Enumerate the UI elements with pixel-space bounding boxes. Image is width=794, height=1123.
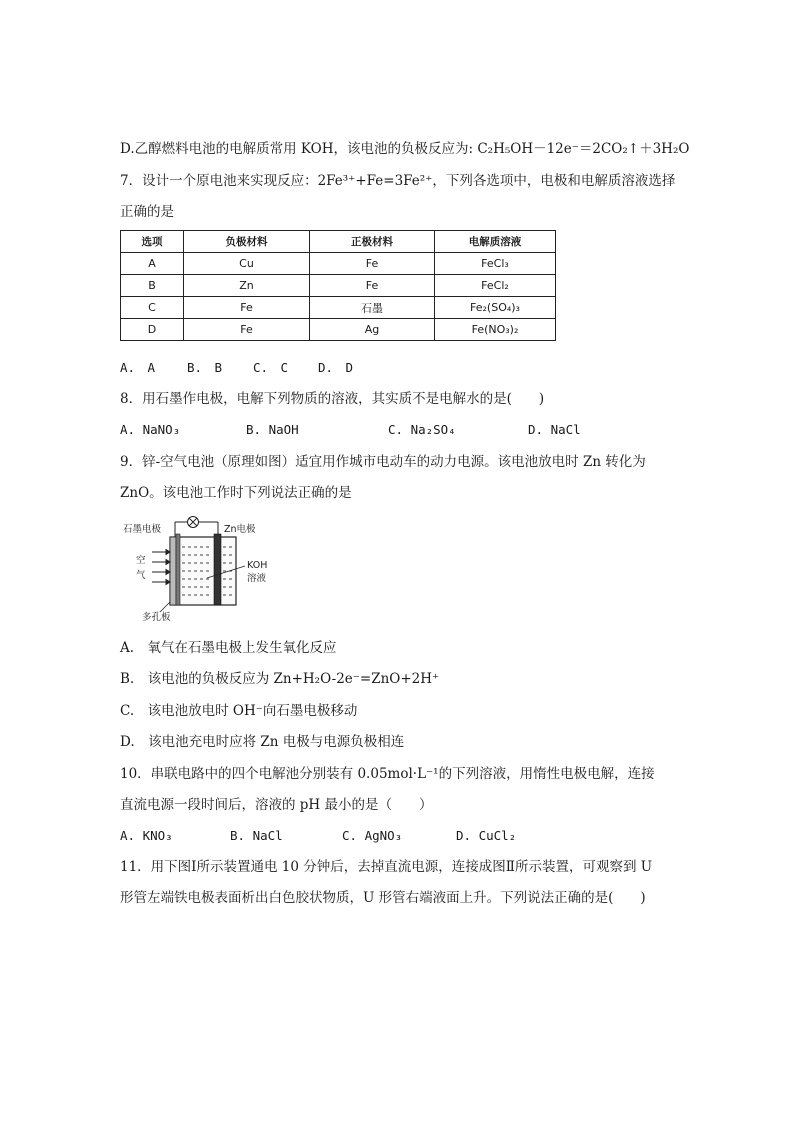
table-cell: Cu (184, 253, 310, 275)
question-10-option-d: D. CuCl₂ (456, 828, 517, 843)
question-9-option-d: D. 该电池充电时应将 Zn 电极与电源负极相连 (120, 734, 405, 750)
air-arrows (152, 550, 170, 585)
table-cell: FeCl₃ (435, 253, 556, 275)
question-7-line-1: 7．设计一个原电池来实现反应：2Fe³⁺+Fe=3Fe²⁺，下列各选项中，电极和电解质溶液选择 (120, 173, 676, 189)
air-label-2: 气 (136, 570, 146, 581)
table-cell: Zn (184, 275, 310, 297)
table-row (121, 297, 556, 319)
question-9-line-2: ZnO。该电池工作时下列说法正确的是 (120, 485, 352, 501)
solution-label: 溶液 (247, 573, 267, 584)
lamp-icon (188, 517, 199, 528)
question-7-line-2: 正确的是 (120, 204, 174, 220)
table-row (121, 275, 556, 297)
graphite-electrode-label: 石墨电极 (123, 524, 162, 535)
question-9-option-a: A. 氧气在石墨电极上发生氧化反应 (120, 640, 337, 656)
question-11-line-2: 形管左端铁电极表面析出白色胶状物质，U 形管右端液面上升。下列说法正确的是( ) (120, 890, 646, 906)
question-10-option-c: C. AgNO₃ (342, 828, 403, 843)
table-header-cell: 电解质溶液 (435, 231, 556, 253)
question-10-line-1: 10．串联电路中的四个电解池分别装有 0.05mol·L⁻¹的下列溶液，用惰性电极电解，连接 (120, 766, 655, 782)
table-cell: FeCl₂ (435, 275, 556, 297)
zinc-electrode (214, 534, 221, 605)
table-cell: Fe (184, 319, 310, 341)
table-header-cell: 选项 (121, 231, 184, 253)
question-10-option-a: A. KNO₃ (120, 828, 173, 843)
question-7-table (120, 230, 556, 341)
question-7-option-c: C. C (253, 360, 289, 375)
table-header-row (121, 231, 556, 253)
question-8-option-d: D. NaCl (528, 422, 581, 437)
zn-electrode-label: Zn电极 (224, 524, 256, 535)
table-cell: Fe₂(SO₄)₃ (435, 297, 556, 319)
table-cell: Fe (310, 253, 435, 275)
porous-plate-label: 多孔板 (142, 612, 171, 623)
air-label-1: 空 (136, 555, 146, 566)
porous-plate (170, 537, 176, 605)
table-cell: Fe (310, 275, 435, 297)
d-option-line: D.乙醇燃料电池的电解质常用 KOH，该电池的负极反应为: C₂H₅OH－12e⁻＝2CO₂↑＋3H₂O (120, 141, 690, 157)
question-10-line-2: 直流电源一段时间后，溶液的 pH 最小的是（ ） (120, 797, 433, 813)
question-8-option-c: C. Na₂SO₄ (388, 422, 456, 437)
plate-pointer-line (160, 602, 170, 612)
question-10-option-b: B. NaCl (230, 828, 283, 843)
table-cell: A (121, 253, 184, 275)
question-9-option-c: C. 该电池放电时 OH⁻向石墨电极移动 (120, 703, 358, 719)
question-7-option-b: B. B (187, 360, 223, 375)
table-cell: 石墨 (310, 297, 435, 319)
question-7-option-d: D. D (318, 360, 354, 375)
table-header-cell: 负极材料 (184, 231, 310, 253)
table-header-cell: 正极材料 (310, 231, 435, 253)
table-row (121, 319, 556, 341)
table-cell: Ag (310, 319, 435, 341)
question-7-option-a: A. A (120, 360, 156, 375)
question-11-line-1: 11．用下图Ⅰ所示装置通电 10 分钟后，去掉直流电源，连接成图Ⅱ所示装置，可观察到 U (120, 859, 653, 875)
table-cell: Fe(NO₃)₂ (435, 319, 556, 341)
table-cell: C (121, 297, 184, 319)
question-8-option-b: B. NaOH (246, 422, 299, 437)
graphite-electrode (176, 534, 180, 605)
table-cell: Fe (184, 297, 310, 319)
table-row (121, 253, 556, 275)
question-8-option-a: A. NaNO₃ (120, 422, 181, 437)
question-9-line-1: 9．锌-空气电池（原理如图）适宜用作城市电动车的动力电源。该电池放电时 Zn 转化为 (120, 454, 646, 470)
koh-label: KOH (247, 560, 268, 571)
zinc-air-battery-diagram (120, 512, 280, 624)
question-8-line: 8．用石墨作电极，电解下列物质的溶液，其实质不是电解水的是( ) (120, 391, 545, 407)
table-cell: D (121, 319, 184, 341)
table-cell: B (121, 275, 184, 297)
question-9-option-b: B. 该电池的负极反应为 Zn+H₂O-2e⁻=ZnO+2H⁺ (120, 671, 440, 687)
